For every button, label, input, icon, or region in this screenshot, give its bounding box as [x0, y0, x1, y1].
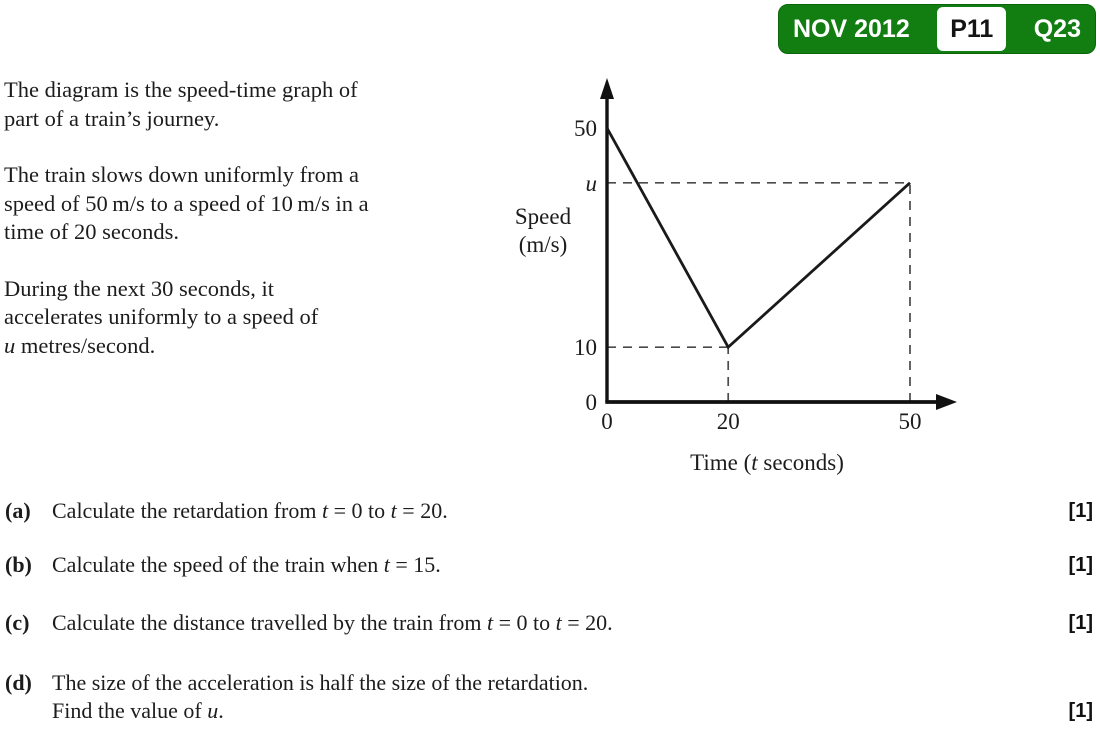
marks-badge: [1] — [1068, 554, 1093, 576]
intro-line: The train slows down uniformly from a — [4, 162, 359, 187]
speed-time-graph — [490, 73, 970, 493]
intro-line: During the next 30 seconds, it — [4, 275, 274, 301]
y-tick-label: u — [585, 170, 597, 196]
y-axis-title: Speed — [514, 204, 572, 229]
question-row-a — [5, 497, 1093, 525]
x-axis-arrow-icon — [936, 394, 957, 410]
y-tick-label: 50 — [574, 116, 597, 141]
question-label: (a) — [5, 498, 31, 523]
marks-badge: [1] — [1068, 500, 1093, 522]
marks-badge: [1] — [1068, 700, 1093, 722]
question-label: (c) — [5, 610, 30, 635]
intro-paragraph — [4, 76, 474, 133]
question-row-d — [5, 669, 1093, 725]
intro-paragraph — [4, 161, 474, 247]
intro-line: The diagram is the speed-time graph of — [4, 77, 358, 102]
intro-line: speed of 50 m/s to a speed of 10 m/s in a — [4, 190, 369, 216]
x-axis-title: Time (t seconds) — [690, 450, 844, 475]
y-axis-title: (m/s) — [518, 232, 568, 257]
intro-line: accelerates uniformly to a speed of — [4, 304, 319, 329]
question-text: The size of the acceleration is half the size of the retardation. Find the value of u. — [52, 670, 589, 723]
question-row-b — [5, 551, 1093, 579]
question-number-label: Q23 — [1033, 14, 1081, 43]
question-label: (b) — [5, 552, 32, 577]
intro-line: part of a train’s journey. — [4, 105, 220, 131]
question-text: Calculate the speed of the train when t = 15. — [52, 552, 441, 577]
question-row-c — [5, 609, 1093, 637]
problem-statement — [4, 76, 474, 388]
question-text: Calculate the retardation from t = 0 to t = 20. — [52, 498, 448, 523]
y-tick-label: 0 — [585, 390, 597, 415]
y-axis-arrow-icon — [600, 78, 614, 99]
question-text: Calculate the distance travelled by the train from t = 0 to t = 20. — [52, 610, 613, 635]
question-label: (d) — [5, 670, 32, 695]
x-tick-label: 20 — [716, 409, 740, 434]
paper-number-label: P11 — [937, 7, 1006, 51]
speed-line-series — [607, 128, 910, 347]
exam-session-label: NOV 2012 — [793, 14, 910, 43]
x-tick-label: 50 — [898, 409, 922, 434]
x-tick-label: 0 — [601, 409, 613, 434]
marks-badge: [1] — [1068, 612, 1093, 634]
exam-badge — [778, 4, 1096, 54]
intro-line: time of 20 seconds. — [4, 219, 179, 244]
intro-paragraph — [4, 275, 474, 361]
speed-time-graph-svg — [490, 73, 970, 493]
y-tick-label: 10 — [574, 335, 597, 361]
intro-line: u metres/second. — [4, 332, 156, 358]
